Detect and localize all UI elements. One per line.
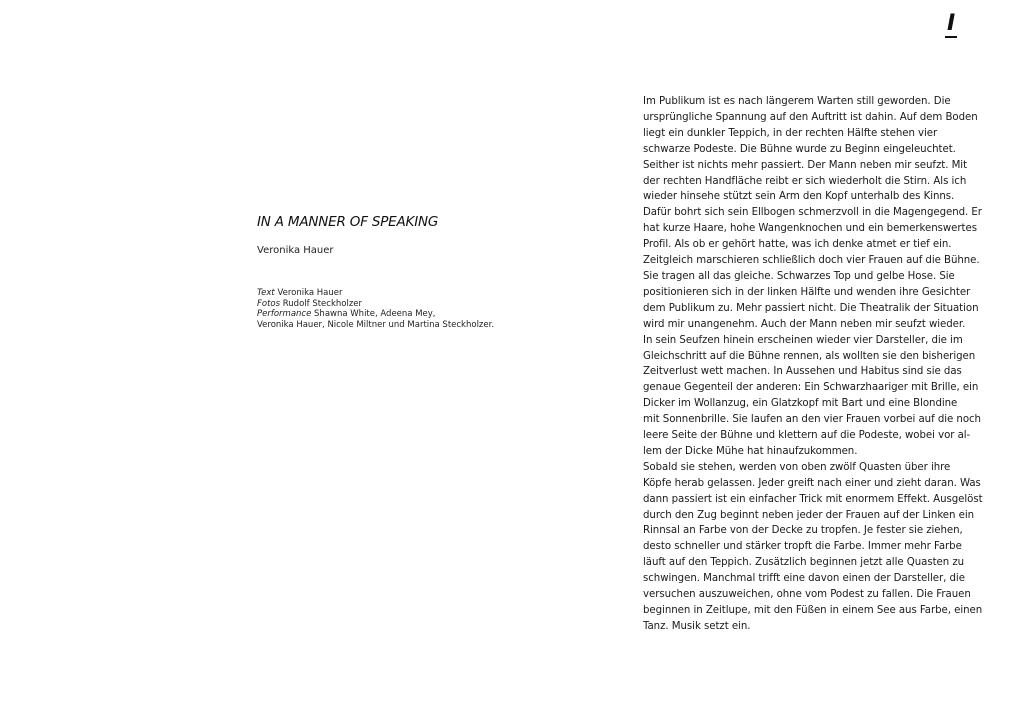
body-line: Profil. Als ob er gehört hatte, was ich denke atmet er tief ein.	[643, 239, 952, 251]
credit-line	[257, 320, 507, 331]
body-line: versuchen auszuweichen, ohne vom Podest zu fallen. Die Frauen	[643, 589, 971, 601]
body-line: läuft auf den Teppich. Zusätzlich beginnen jetzt alle Quasten zu	[643, 557, 965, 569]
credit-role: Performance	[257, 309, 312, 319]
credit-value: Shawna White, Adeena Mey,	[311, 309, 436, 319]
body-line: schwarze Podeste. Die Bühne wurde zu Beginn eingeleuchtet.	[643, 143, 956, 155]
article-title: IN A MANNER OF SPEAKING	[257, 214, 439, 230]
body-line: liegt ein dunkler Teppich, in der rechten Hälfte stehen vier	[643, 127, 938, 139]
body-line: Zeitgleich marschieren schließlich doch vier Frauen auf die Bühne.	[643, 255, 980, 267]
body-line: dann passiert ist ein einfacher Trick mit enormem Effekt. Ausgelöst	[643, 493, 983, 505]
body-line: Sie tragen all das gleiche. Schwarzes Top und gelbe Hose. Sie	[643, 270, 955, 282]
body-line: der rechten Handfläche reibt er sich wiederholt die Stirn. Als ich	[643, 175, 967, 187]
body-line: Dicker im Wollanzug, ein Glatzkopf mit Bart und eine Blondine	[643, 398, 958, 410]
body-line: Im Publikum ist es nach längerem Warten still geworden. Die	[643, 96, 951, 107]
body-line: Seither ist nichts mehr passiert. Der Mann neben mir seufzt. Mit	[643, 159, 968, 171]
credit-line	[257, 288, 507, 299]
title-block	[257, 212, 507, 330]
body-line: genaue Gegenteil der anderen: Ein Schwarzhaariger mit Brille, ein	[643, 382, 979, 394]
credit-line	[257, 299, 507, 310]
article-author: Veronika Hauer	[257, 245, 334, 256]
credit-role: Fotos	[257, 298, 281, 309]
body-line: Sobald sie stehen, werden von oben zwölf Quasten über ihre	[643, 461, 951, 473]
credit-value: Veronika Hauer	[274, 288, 343, 298]
body-line: In sein Seufzen hinein erscheinen wieder vier Darsteller, die im	[643, 334, 963, 346]
body-line: Gleichschritt auf die Bühne rennen, als wollten sie den bisherigen	[643, 350, 976, 362]
body-line: Tanz. Musik setzt ein.	[643, 620, 751, 632]
body-line: hat kurze Haare, hohe Wangenknochen und ein bemerkenswertes	[643, 223, 977, 235]
body-line: mit Sonnenbrille. Sie laufen an den vier Frauen vorbei auf die noch	[643, 414, 981, 426]
body-line: lem der Dicke Mühe hat hinaufzukommen.	[643, 445, 858, 457]
body-line: desto schneller und stärker tropft die Farbe. Immer mehr Farbe	[643, 541, 962, 553]
body-line: Zeitverlust wett machen. In Aussehen und Habitus sind sie das	[643, 366, 962, 378]
body-line: wieder hinsehe stützt sein Arm den Kopf unterhalb des Kinns.	[643, 191, 955, 203]
credits-block	[257, 288, 507, 330]
body-line: leere Seite der Bühne und klettern auf die Podeste, wobei vor al-	[643, 430, 971, 442]
credit-role: Text	[257, 288, 275, 298]
body-line: Dafür bohrt sich sein Ellbogen schmerzvoll in die Magengegend. Er	[643, 207, 982, 219]
body-text	[643, 94, 983, 635]
credit-value: Veronika Hauer, Nicole Miltner und Martina Steckholzer.	[257, 319, 495, 330]
body-line: wird mir unangenehm. Auch der Mann neben mir seufzt wieder.	[643, 318, 966, 330]
credit-line	[257, 309, 507, 320]
body-line: schwingen. Manchmal trifft eine davon einen der Darsteller, die	[643, 573, 965, 585]
body-line: beginnen in Zeitlupe, mit den Füßen in einem See aus Farbe, einen	[643, 605, 983, 616]
page-number: I	[947, 11, 956, 36]
body-line: Rinnsal an Farbe von der Decke zu tropfen. Je fester sie ziehen,	[643, 525, 963, 537]
body-line: positionieren sich in der linken Hälfte und wenden ihre Gesichter	[643, 286, 971, 298]
credit-value: Rudolf Steckholzer	[280, 298, 363, 309]
body-line: durch den Zug beginnt neben jeder der Frauen auf der Linken ein	[643, 509, 975, 521]
body-line: dem Publikum zu. Mehr passiert nicht. Die Theatralik der Situation	[643, 302, 979, 314]
body-line: Köpfe herab gelassen. Jeder greift nach einer und zieht daran. Was	[643, 477, 981, 489]
body-line: ursprüngliche Spannung auf den Auftritt ist dahin. Auf dem Boden	[643, 111, 978, 123]
